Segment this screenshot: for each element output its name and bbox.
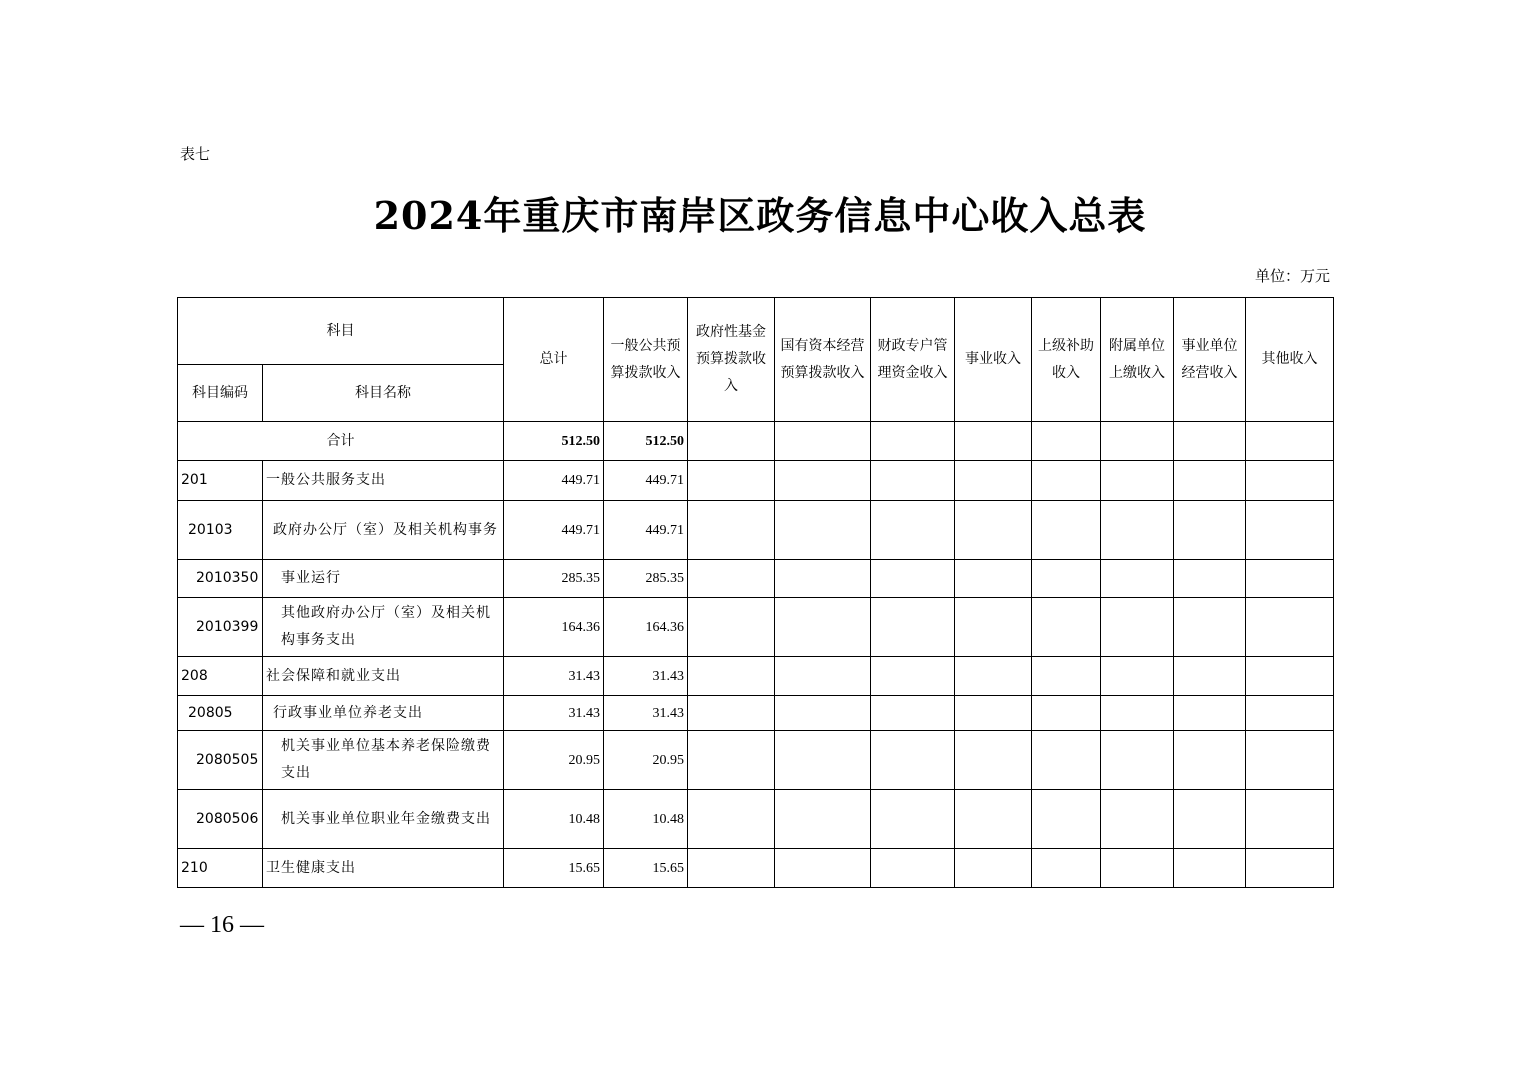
row-name: 社会保障和就业支出 (263, 657, 504, 696)
row-name: 行政事业单位养老支出 (263, 696, 504, 731)
row-name: 事业运行 (263, 560, 504, 598)
table-row (178, 501, 1334, 560)
row-name: 机关事业单位职业年金缴费支出 (263, 790, 504, 849)
row-name: 政府办公厅（室）及相关机构事务 (263, 501, 504, 560)
row-total: 31.43 (504, 696, 604, 731)
header-general-budget: 一般公共预算拨款收入 (604, 298, 688, 422)
totals-label: 合计 (178, 422, 504, 461)
header-other-income: 其他收入 (1246, 298, 1334, 422)
table-row (178, 598, 1334, 657)
header-state-capital: 国有资本经营预算拨款收入 (775, 298, 871, 422)
row-general-budget: 449.71 (604, 501, 688, 560)
row-code: 2080505 (178, 731, 263, 790)
header-superior-subsidy: 上级补助收入 (1032, 298, 1101, 422)
table-row (178, 849, 1334, 888)
row-code: 210 (178, 849, 263, 888)
unit-label: 单位：万元 (1254, 267, 1330, 285)
header-subject: 科目 (178, 298, 504, 365)
header-special-account: 财政专户管理资金收入 (871, 298, 955, 422)
row-general-budget: 15.65 (604, 849, 688, 888)
table-row (178, 461, 1334, 501)
row-general-budget: 449.71 (604, 461, 688, 501)
row-total: 10.48 (504, 790, 604, 849)
row-total: 164.36 (504, 598, 604, 657)
row-name: 机关事业单位基本养老保险缴费支出 (263, 731, 504, 790)
row-total: 449.71 (504, 461, 604, 501)
header-total: 总计 (504, 298, 604, 422)
page-title: 2024年重庆市南岸区政务信息中心收入总表 (373, 193, 1147, 238)
row-total: 20.95 (504, 731, 604, 790)
header-subject-name: 科目名称 (263, 365, 504, 422)
row-general-budget: 31.43 (604, 657, 688, 696)
totals-general-budget: 512.50 (604, 422, 688, 461)
row-general-budget: 31.43 (604, 696, 688, 731)
row-code: 208 (178, 657, 263, 696)
header-subject-code: 科目编码 (178, 365, 263, 422)
row-total: 449.71 (504, 501, 604, 560)
totals-row (178, 422, 1334, 461)
table-number-label: 表七 (180, 145, 211, 163)
row-code: 20805 (178, 696, 263, 731)
table-row (178, 560, 1334, 598)
totals-total: 512.50 (504, 422, 604, 461)
row-name: 一般公共服务支出 (263, 461, 504, 501)
row-code: 2080506 (178, 790, 263, 849)
row-code: 2010350 (178, 560, 263, 598)
income-table (177, 297, 1334, 888)
row-general-budget: 20.95 (604, 731, 688, 790)
row-total: 15.65 (504, 849, 604, 888)
table-row (178, 731, 1334, 790)
row-general-budget: 164.36 (604, 598, 688, 657)
row-general-budget: 285.35 (604, 560, 688, 598)
page-number: — 16 — (180, 912, 264, 938)
row-code: 2010399 (178, 598, 263, 657)
table-row (178, 696, 1334, 731)
header-business-income: 事业收入 (955, 298, 1032, 422)
row-general-budget: 10.48 (604, 790, 688, 849)
header-business-operation: 事业单位经营收入 (1174, 298, 1246, 422)
row-code: 201 (178, 461, 263, 501)
header-gov-fund: 政府性基金预算拨款收入 (688, 298, 775, 422)
row-name: 卫生健康支出 (263, 849, 504, 888)
table-row (178, 657, 1334, 696)
row-total: 31.43 (504, 657, 604, 696)
table-row (178, 790, 1334, 849)
row-total: 285.35 (504, 560, 604, 598)
row-code: 20103 (178, 501, 263, 560)
row-name: 其他政府办公厅（室）及相关机构事务支出 (263, 598, 504, 657)
header-affiliated-payment: 附属单位上缴收入 (1101, 298, 1174, 422)
